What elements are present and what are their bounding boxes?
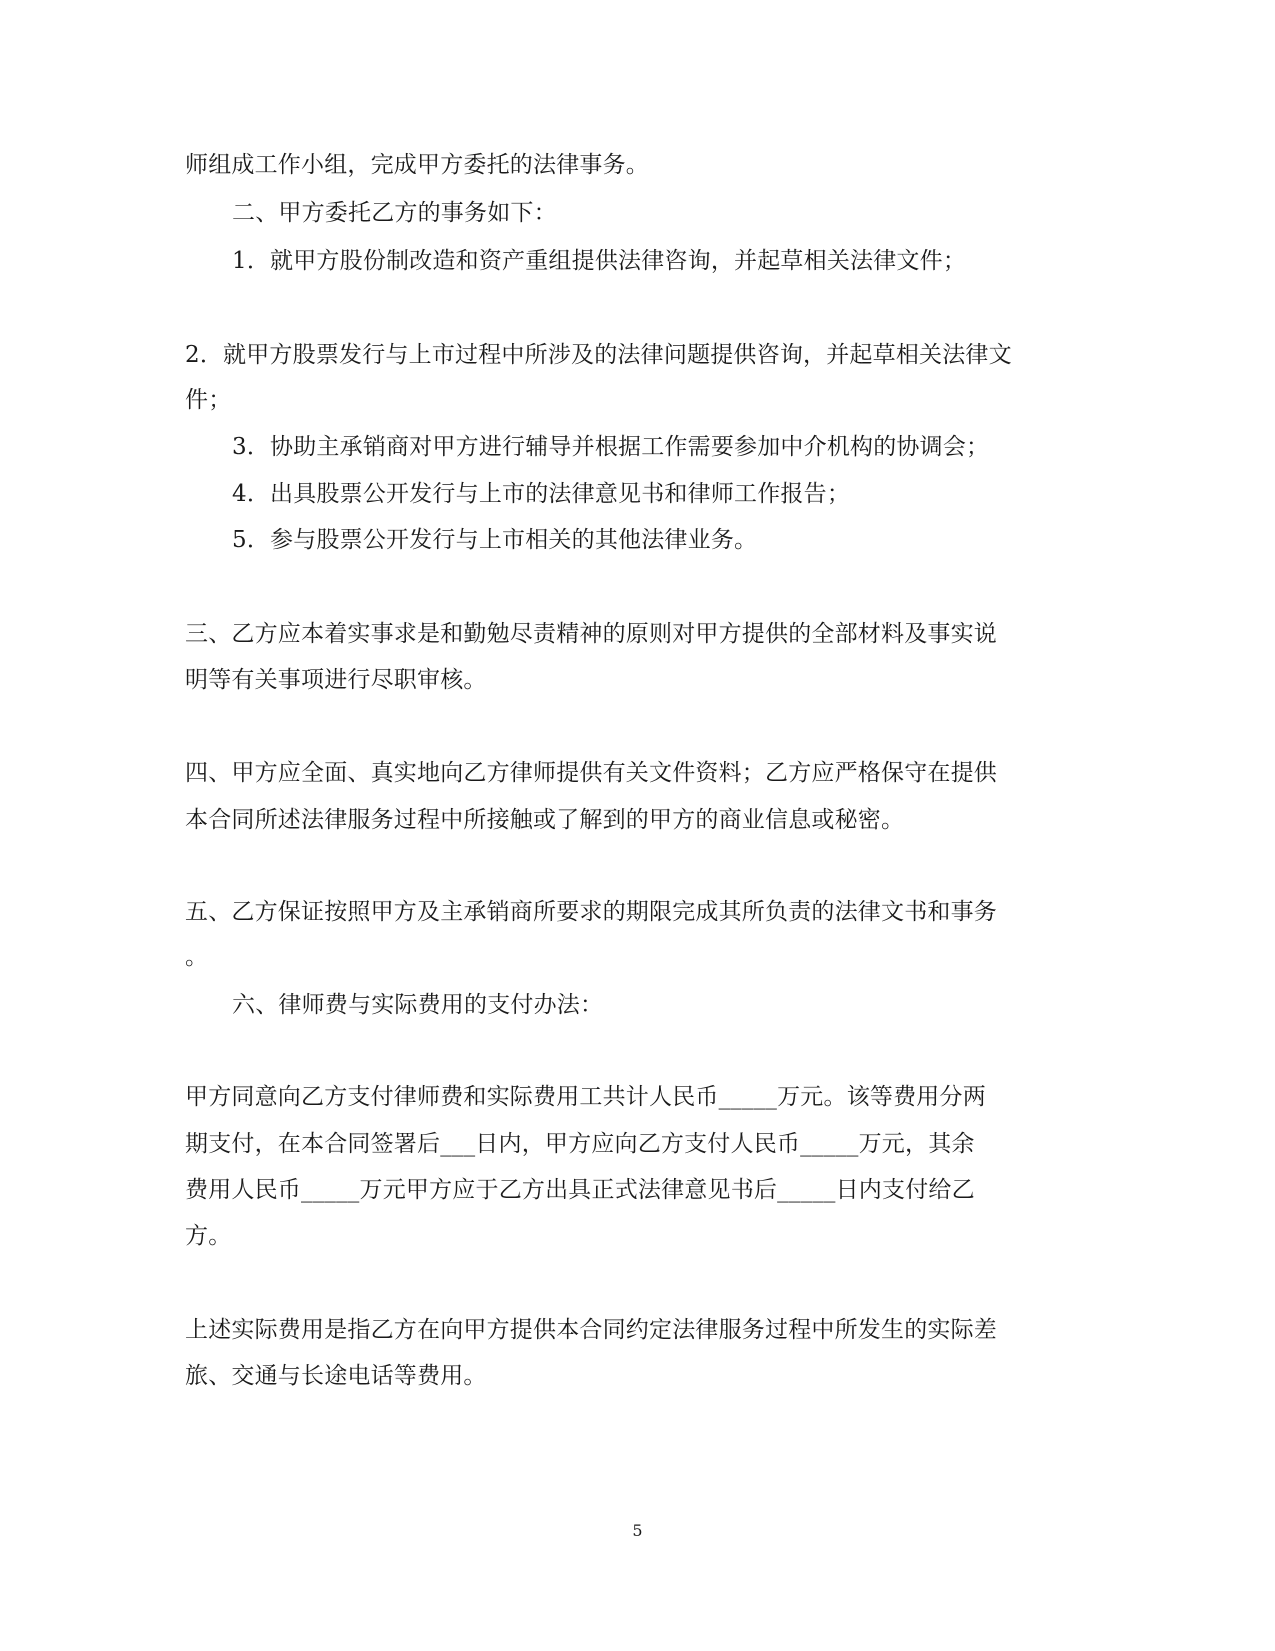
text-line: 师组成工作小组，完成甲方委托的法律事务。	[185, 152, 649, 178]
expense-line-2: 旅、交通与长途电话等费用。	[185, 1363, 487, 1389]
list-item-2-continued: 件；	[185, 387, 232, 413]
payment-line-4: 方。	[185, 1223, 232, 1249]
expense-line-1: 上述实际费用是指乙方在向甲方提供本合同约定法律服务过程中所发生的实际差	[185, 1317, 997, 1343]
list-item-3: 3．协助主承销商对甲方进行辅导并根据工作需要参加中介机构的协调会；	[232, 434, 990, 460]
payment-line-2: 期支付，在本合同签署后___日内，甲方应向乙方支付人民币_____万元，其余	[185, 1131, 975, 1157]
payment-line-3: 费用人民币_____万元甲方应于乙方出具正式法律意见书后_____日内支付给乙	[185, 1177, 975, 1203]
list-item-5: 5．参与股票公开发行与上市相关的其他法律业务。	[232, 527, 758, 553]
list-item-1: 1．就甲方股份制改造和资产重组提供法律咨询，并起草相关法律文件；	[232, 248, 967, 274]
page-number: 5	[632, 1521, 643, 1540]
payment-line-1: 甲方同意向乙方支付律师费和实际费用工共计人民币_____万元。该等费用分两	[185, 1084, 986, 1110]
section-5-line-2: 。	[185, 944, 209, 970]
list-item-4: 4．出具股票公开发行与上市的法律意见书和律师工作报告；	[232, 481, 851, 507]
section-heading-2: 二、甲方委托乙方的事务如下：	[232, 200, 557, 226]
section-3-line-2: 明等有关事项进行尽职审核。	[185, 667, 487, 693]
section-heading-6: 六、律师费与实际费用的支付办法：	[232, 992, 604, 1018]
section-4-line-2: 本合同所述法律服务过程中所接触或了解到的甲方的商业信息或秘密。	[185, 807, 905, 833]
section-5-line-1: 五、乙方保证按照甲方及主承销商所要求的期限完成其所负责的法律文书和事务	[185, 899, 997, 925]
section-4-line-1: 四、甲方应全面、真实地向乙方律师提供有关文件资料；乙方应严格保守在提供	[185, 760, 997, 786]
list-item-2: 2．就甲方股票发行与上市过程中所涉及的法律问题提供咨询，并起草相关法律文	[185, 342, 1012, 368]
section-3-line-1: 三、乙方应本着实事求是和勤勉尽责精神的原则对甲方提供的全部材料及事实说	[185, 621, 997, 647]
